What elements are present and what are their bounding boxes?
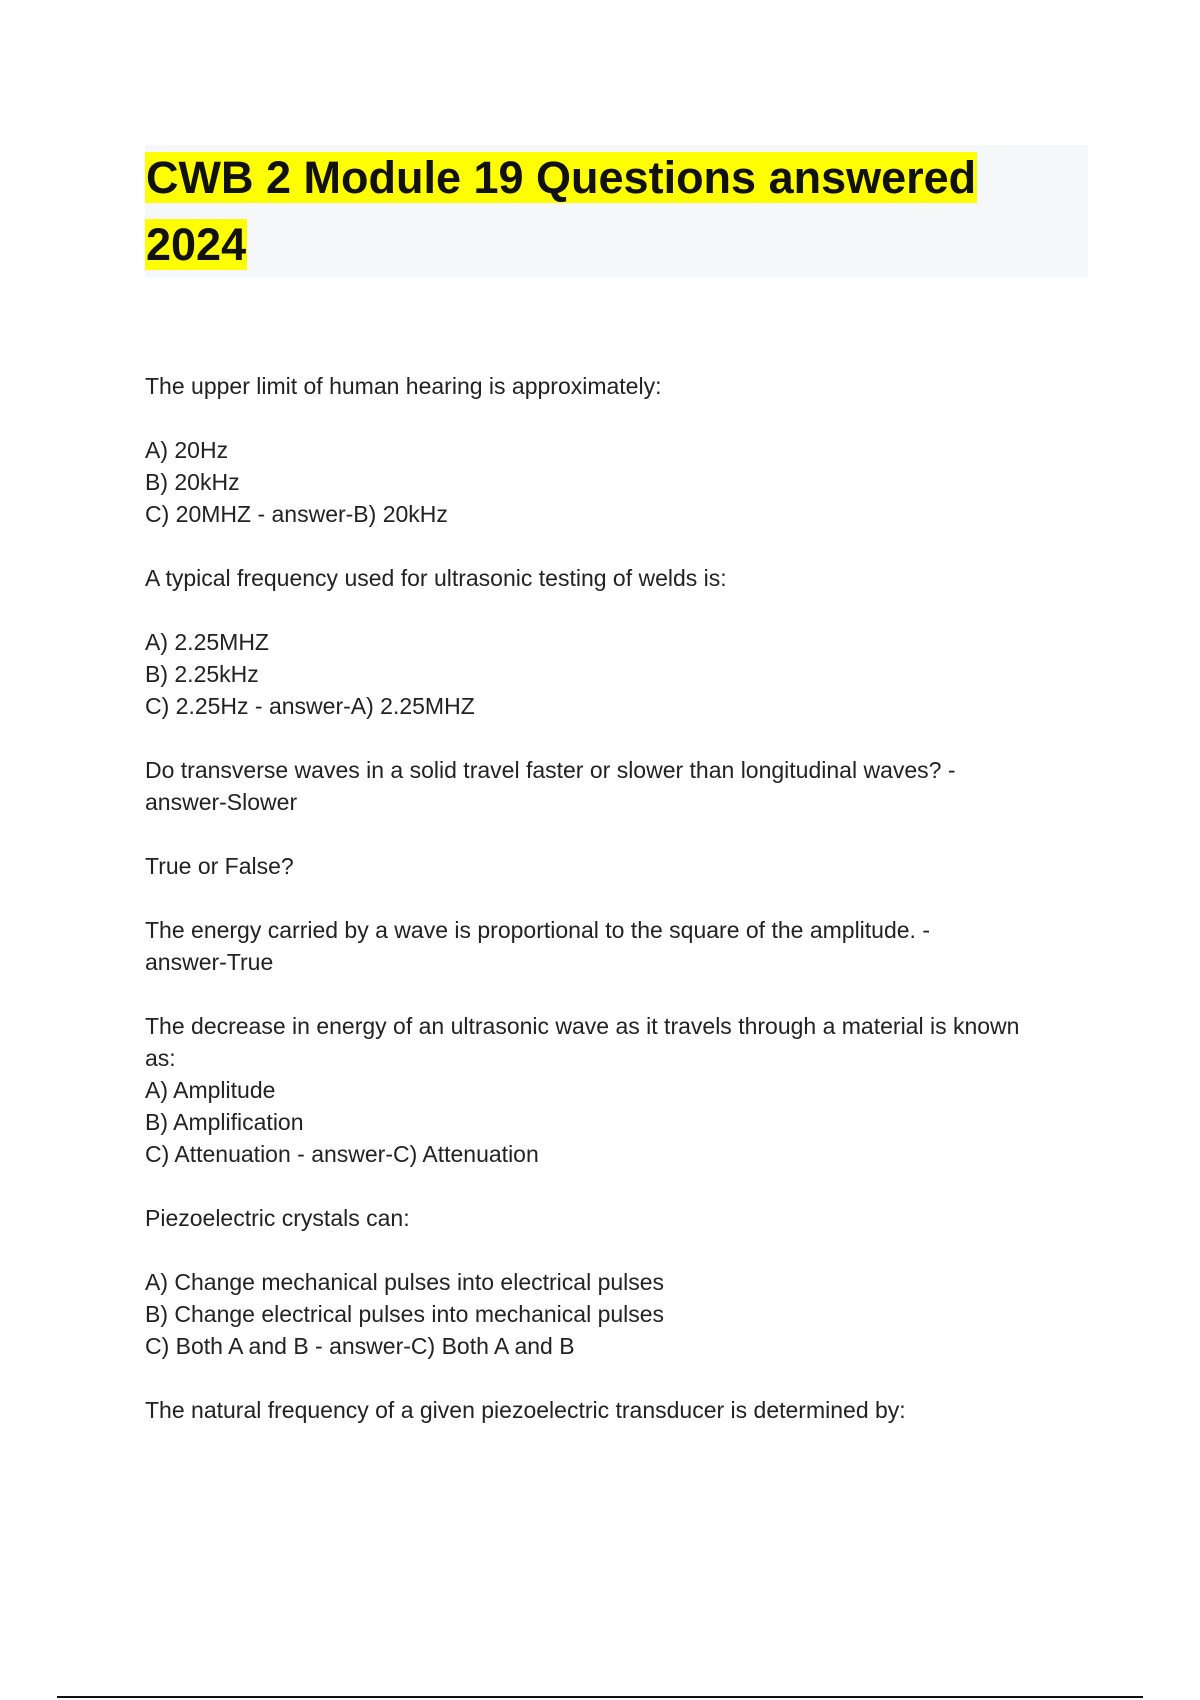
spacer — [145, 818, 1075, 850]
question-list — [145, 370, 1075, 1426]
question-answer: answer-Slower — [145, 789, 298, 815]
answer-option: C) 2.25Hz - answer-A) 2.25MHZ — [145, 693, 475, 719]
question-prompt: The natural frequency of a given piezoelectric transducer is determined by: — [145, 1397, 906, 1423]
answer-option: A) 20Hz — [145, 437, 229, 463]
answer-option: C) 20MHZ - answer-B) 20kHz — [145, 501, 448, 527]
question-prompt: A typical frequency used for ultrasonic testing of welds is: — [145, 565, 727, 591]
title-highlight — [145, 152, 977, 270]
question-prompt: The upper limit of human hearing is approximately: — [145, 373, 662, 399]
question-prompt: Do transverse waves in a solid travel faster or slower than longitudinal waves? - — [145, 757, 956, 783]
answer-option: A) 2.25MHZ — [145, 629, 269, 655]
title-line-2: 2024 — [146, 219, 247, 270]
answer-option: B) 2.25kHz — [145, 661, 259, 687]
question-prompt: The decrease in energy of an ultrasonic wave as it travels through a material is known — [145, 1013, 1020, 1039]
question-prompt: The energy carried by a wave is proportional to the square of the amplitude. - — [145, 917, 930, 943]
spacer — [145, 402, 1075, 434]
answer-option: A) Amplitude — [145, 1077, 276, 1103]
spacer — [145, 530, 1075, 562]
spacer — [145, 1234, 1075, 1266]
answer-option: B) Amplification — [145, 1109, 304, 1135]
spacer — [145, 594, 1075, 626]
answer-option: C) Attenuation - answer-C) Attenuation — [145, 1141, 539, 1167]
answer-option: A) Change mechanical pulses into electrical pulses — [145, 1269, 665, 1295]
page-bottom-rule — [57, 1696, 1143, 1698]
answer-option: C) Both A and B - answer-C) Both A and B — [145, 1333, 575, 1359]
question-prompt: Piezoelectric crystals can: — [145, 1205, 410, 1231]
question-answer: answer-True — [145, 949, 274, 975]
answer-option: B) 20kHz — [145, 469, 240, 495]
answer-option: B) Change electrical pulses into mechanical pulses — [145, 1301, 665, 1327]
spacer — [145, 722, 1075, 754]
spacer — [145, 882, 1075, 914]
document-title — [145, 144, 1045, 278]
question-prompt-continued: as: — [145, 1045, 176, 1071]
spacer — [145, 1362, 1075, 1394]
spacer — [145, 1170, 1075, 1202]
title-line-1: CWB 2 Module 19 Questions answered — [146, 152, 977, 203]
spacer — [145, 978, 1075, 1010]
section-label: True or False? — [145, 853, 294, 879]
